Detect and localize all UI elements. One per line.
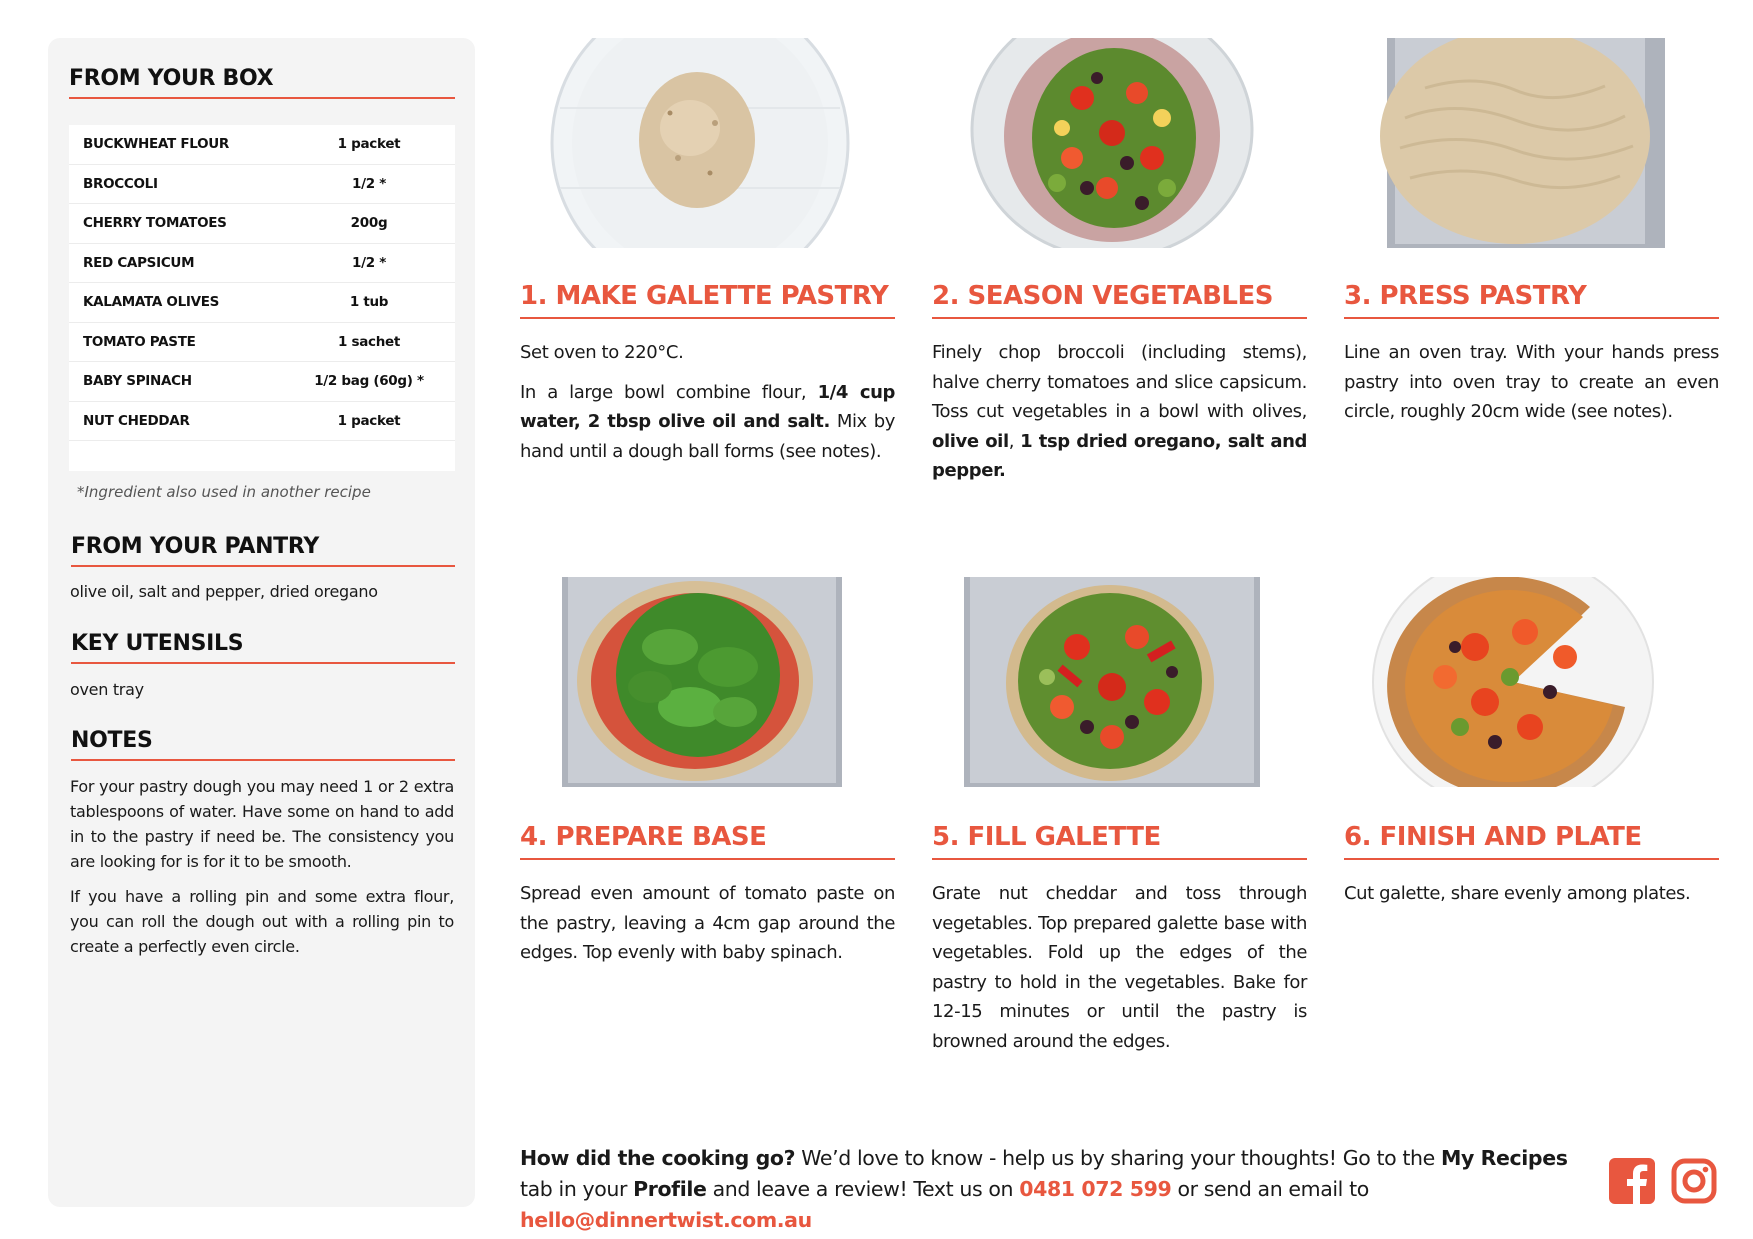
phone-link[interactable]: 0481 072 599 [1019, 1177, 1172, 1201]
step-paragraph [932, 879, 1307, 1056]
step-5-photo [962, 577, 1262, 787]
ingredient-name: BABY SPINACH [83, 373, 192, 390]
ingredient-row [69, 323, 455, 363]
ingredient-row [69, 283, 455, 323]
step-text: Mix by hand until a dough ball forms (see notes). [520, 411, 895, 462]
step-4-title: 4. PREPARE BASE [520, 822, 895, 860]
step-text: Grate nut cheddar and toss through vegetables. Top prepared galette base with vegetables. Fold up the edges of the pastry to hold in the vegetables. Bake for 12-15 minutes or until the pastry is browned around the edges. [932, 883, 1307, 1052]
email-link[interactable]: hello@dinnertwist.com.au [520, 1208, 812, 1232]
footer-text: How did the cooking go? [520, 1146, 796, 1170]
ingredient-row [69, 204, 455, 244]
ingredient-name: BUCKWHEAT FLOUR [83, 136, 230, 153]
ingredient-quantity: 1/2 * [352, 254, 386, 271]
footer-text: We’d love to know - help us by sharing your thoughts! Go to the [795, 1146, 1441, 1170]
ingredient-quantity: 1/2 * [352, 175, 386, 192]
ingredient-row [69, 362, 455, 402]
ingredient-quantity: 1 packet [337, 412, 401, 429]
step-text: In a large bowl combine flour, [520, 381, 818, 403]
utensils-items: oven tray [70, 680, 144, 699]
from-your-pantry-heading: FROM YOUR PANTRY [71, 534, 455, 567]
step-paragraph [932, 338, 1307, 486]
step-2-title: 2. SEASON VEGETABLES [932, 281, 1307, 319]
ingredient-quantity: 1/2 bag (60g) * [314, 373, 424, 390]
step-3-photo [1365, 38, 1665, 248]
notes-text [70, 774, 454, 969]
step-paragraph [1344, 338, 1719, 427]
ingredient-name: KALAMATA OLIVES [83, 294, 220, 311]
step-paragraph [520, 338, 895, 368]
ingredient-row [69, 244, 455, 284]
step-3-body [1344, 338, 1719, 437]
step-paragraph [520, 378, 895, 467]
step-6-photo [1365, 577, 1665, 787]
key-utensils-heading: KEY UTENSILS [71, 631, 455, 664]
step-4-photo [550, 577, 850, 787]
pantry-items: olive oil, salt and pepper, dried oregano [70, 582, 378, 601]
step-paragraph [1344, 879, 1719, 909]
step-2-photo [962, 38, 1262, 248]
step-2-body [932, 338, 1307, 496]
footer-text: and leave a review! Text us on [706, 1177, 1020, 1201]
step-6-body [1344, 879, 1719, 919]
footer-text: tab in your [520, 1177, 634, 1201]
step-4-body [520, 879, 895, 978]
step-text: , [1008, 430, 1021, 452]
step-3-title: 3. PRESS PASTRY [1344, 281, 1719, 319]
ingredients-table [69, 125, 455, 471]
step-text: Set oven to 220°C. [520, 342, 684, 363]
step-1-body [520, 338, 895, 476]
note-paragraph: For your pastry dough you may need 1 or 2 extra tablespoons of water. Have some on hand to add in to the pastry if need be. The consistency you are looking for is for it to be smooth. [70, 777, 454, 871]
ingredient-row [69, 165, 455, 205]
from-your-box-heading: FROM YOUR BOX [69, 66, 455, 99]
step-text: Finely chop broccoli (including stems), halve cherry tomatoes and slice capsicum. Toss cut vegetables in a bowl with olives, [932, 342, 1307, 422]
step-emphasis: olive oil [932, 430, 1009, 452]
ingredient-name: RED CAPSICUM [83, 254, 195, 271]
ingredient-name: NUT CHEDDAR [83, 412, 190, 429]
ingredient-name: CHERRY TOMATOES [83, 215, 227, 232]
instagram-icon[interactable] [1671, 1158, 1717, 1204]
facebook-icon[interactable] [1609, 1158, 1655, 1204]
ingredient-row [69, 125, 455, 165]
step-5-body [932, 879, 1307, 1066]
ingredient-quantity: 1 packet [337, 136, 401, 153]
notes-heading: NOTES [71, 728, 455, 761]
footer-text: Profile [633, 1177, 707, 1201]
ingredient-name: BROCCOLI [83, 175, 158, 192]
review-prompt [520, 1143, 1580, 1236]
ingredient-quantity: 200g [350, 215, 388, 232]
step-text: Line an oven tray. With your hands press pastry into oven tray to create an even circle, roughly 20cm wide (see notes). [1344, 342, 1719, 422]
footer-text: My Recipes [1440, 1146, 1568, 1170]
ingredient-row [69, 402, 455, 442]
step-1-title: 1. MAKE GALETTE PASTRY [520, 281, 895, 319]
step-emphasis: 1 tsp dried oregano, salt and pepper. [932, 430, 1307, 481]
ingredient-footnote: *Ingredient also used in another recipe [77, 483, 371, 501]
step-text: Cut galette, share evenly among plates. [1344, 883, 1691, 904]
step-6-title: 6. FINISH AND PLATE [1344, 822, 1719, 860]
step-text: Spread even amount of tomato paste on the pastry, leaving a 4cm gap around the edges. Top evenly with baby spinach. [520, 883, 895, 963]
step-paragraph [520, 879, 895, 968]
step-emphasis: 1/4 cup water, 2 tbsp olive oil and salt. [520, 381, 895, 432]
note-paragraph: If you have a rolling pin and some extra flour, you can roll the dough out with a rolling pin to create a perfectly even circle. [70, 887, 454, 956]
ingredient-name: TOMATO PASTE [83, 333, 196, 350]
ingredient-quantity: 1 tub [349, 294, 389, 311]
step-1-photo [550, 38, 850, 248]
ingredient-quantity: 1 sachet [337, 333, 401, 350]
step-5-title: 5. FILL GALETTE [932, 822, 1307, 860]
footer-text: or send an email to [1171, 1177, 1369, 1201]
